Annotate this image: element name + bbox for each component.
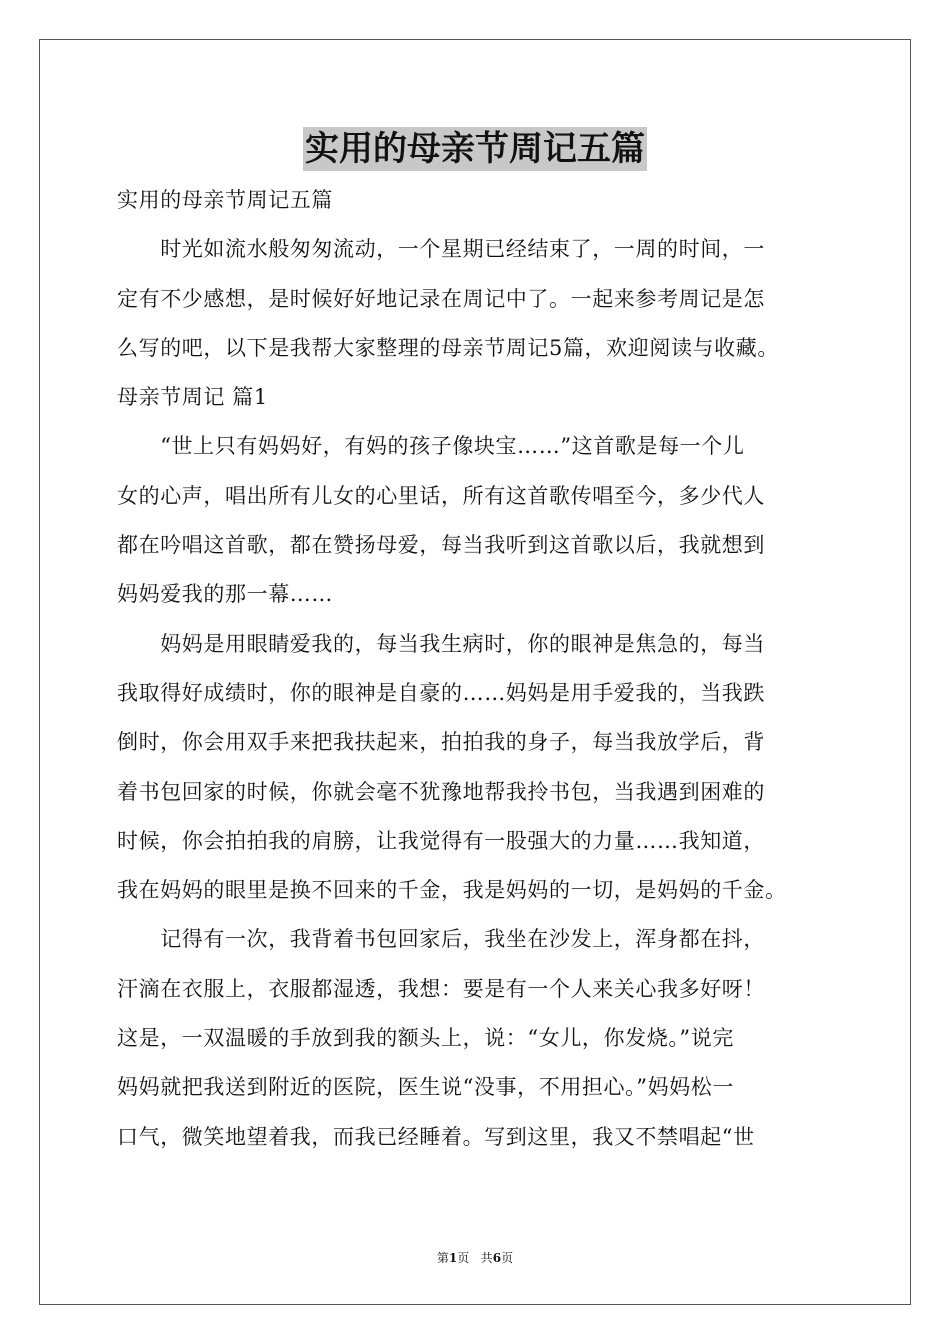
text-line: “世上只有妈妈好，有妈的孩子像块宝……”这首歌是每一个儿 bbox=[117, 434, 745, 459]
text-line: 妈妈爱我的那一幕…… bbox=[117, 582, 333, 607]
text-line: 口气，微笑地望着我，而我已经睡着。写到这里，我又不禁唱起“世 bbox=[117, 1124, 755, 1149]
footer-page-suffix: 页 bbox=[457, 1251, 470, 1265]
text-line: 着书包回家的时候，你就会毫不犹豫地帮我拎书包，当我遇到困难的 bbox=[117, 779, 765, 804]
page-footer bbox=[0, 1249, 950, 1266]
text-line: 我在妈妈的眼里是换不回来的千金，我是妈妈的一切，是妈妈的千金。 bbox=[117, 878, 787, 903]
footer-total-pages: 6 bbox=[492, 1251, 502, 1265]
footer-total-suffix: 页 bbox=[501, 1251, 514, 1265]
document-body bbox=[117, 182, 837, 1168]
text-line: 这是，一双温暖的手放到我的额头上，说：“女儿，你发烧。”说完 bbox=[117, 1026, 734, 1051]
text-line: 汗滴在衣服上，衣服都湿透，我想：要是有一个人来关心我多好呀！ bbox=[117, 976, 765, 1001]
document-title: 实用的母亲节周记五篇 bbox=[305, 129, 645, 169]
text-line: 定有不少感想，是时候好好地记录在周记中了。一起来参考周记是怎 bbox=[117, 286, 765, 311]
text-line: 么写的吧，以下是我帮大家整理的母亲节周记5篇，欢迎阅读与收藏。 bbox=[117, 335, 779, 360]
text-line: 时光如流水般匆匆流动，一个星期已经结束了，一周的时间，一 bbox=[117, 237, 765, 262]
text-line: 都在吟唱这首歌，都在赞扬母爱，每当我听到这首歌以后，我就想到 bbox=[117, 533, 765, 558]
text-line: 妈妈是用眼睛爱我的，每当我生病时，你的眼神是焦急的，每当 bbox=[117, 631, 765, 656]
text-line: 妈妈就把我送到附近的医院，医生说“没事，不用担心。”妈妈松一 bbox=[117, 1075, 734, 1100]
text-line: 女的心声，唱出所有儿女的心里话，所有这首歌传唱至今，多少代人 bbox=[117, 483, 765, 508]
text-line: 时候，你会拍拍我的肩膀，让我觉得有一股强大的力量……我知道， bbox=[117, 828, 765, 853]
footer-page-prefix: 第 bbox=[436, 1251, 449, 1265]
footer-total-prefix: 共 bbox=[480, 1251, 493, 1265]
text-line: 记得有一次，我背着书包回家后，我坐在沙发上，浑身都在抖， bbox=[117, 927, 765, 952]
text-line: 实用的母亲节周记五篇 bbox=[117, 188, 333, 212]
text-line: 我取得好成绩时，你的眼神是自豪的……妈妈是用手爱我的，当我跌 bbox=[117, 680, 765, 705]
footer-page-number: 1 bbox=[448, 1251, 458, 1265]
text-line: 倒时，你会用双手来把我扶起来，拍拍我的身子，每当我放学后，背 bbox=[117, 730, 765, 755]
section-heading: 母亲节周记 篇1 bbox=[117, 385, 268, 410]
title-area bbox=[0, 127, 950, 171]
